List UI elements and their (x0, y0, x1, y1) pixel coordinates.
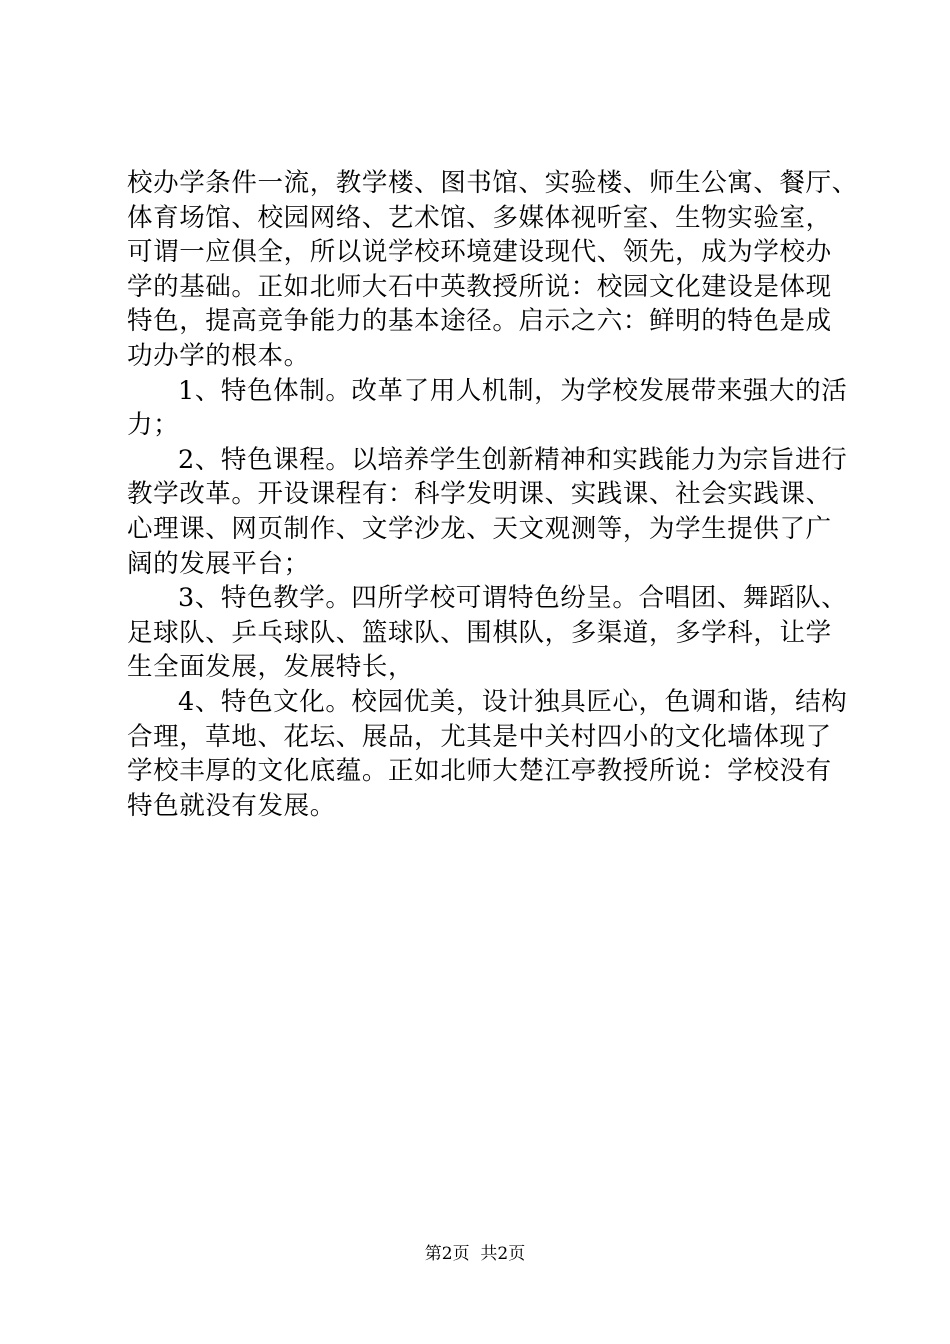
text-line-13: 3、特色教学。四所学校可谓特色纷呈。合唱团、舞蹈队、 (178, 583, 848, 614)
text-line-17: 合理，草地、花坛、展品，尤其是中关村四小的文化墙体现了 (127, 721, 832, 752)
page-footer (0, 1243, 950, 1265)
text-line-12: 阔的发展平台； (127, 548, 310, 579)
text-line-9: 2、特色课程。以培养学生创新精神和实践能力为宗旨进行 (178, 444, 848, 475)
text-line-3: 可谓一应俱全，所以说学校环境建设现代、领先，成为学校办 (127, 237, 832, 268)
text-line-7: 1、特色体制。改革了用人机制，为学校发展带来强大的活 (178, 375, 848, 406)
text-line-19: 特色就没有发展。 (127, 790, 336, 821)
text-line-1: 校办学条件一流，教学楼、图书馆、实验楼、师生公寓、餐厅、 (127, 168, 858, 198)
text-line-5: 特色，提高竞争能力的基本途径。启示之六：鲜明的特色是成 (127, 306, 832, 337)
text-line-6: 功办学的根本。 (127, 340, 310, 371)
text-line-11: 心理课、网页制作、文学沙龙、天文观测等，为学生提供了广 (127, 513, 832, 544)
text-line-4: 学的基础。正如北师大石中英教授所说：校园文化建设是体现 (127, 271, 832, 302)
text-line-16: 4、特色文化。校园优美，设计独具匠心，色调和谐，结构 (178, 686, 848, 717)
text-line-2: 体育场馆、校园网络、艺术馆、多媒体视听室、生物实验室， (127, 202, 832, 233)
text-line-10: 教学改革。开设课程有：科学发明课、实践课、社会实践课、 (127, 479, 832, 510)
page-number: 第2页 共2页 (424, 1244, 526, 1264)
body-text (127, 166, 858, 823)
text-line-15: 生全面发展，发展特长， (127, 652, 415, 683)
text-line-14: 足球队、乒乓球队、篮球队、围棋队，多渠道，多学科，让学 (127, 617, 832, 648)
text-line-8: 力； (127, 410, 180, 441)
text-line-18: 学校丰厚的文化底蕴。正如北师大楚江亭教授所说：学校没有 (127, 756, 832, 787)
